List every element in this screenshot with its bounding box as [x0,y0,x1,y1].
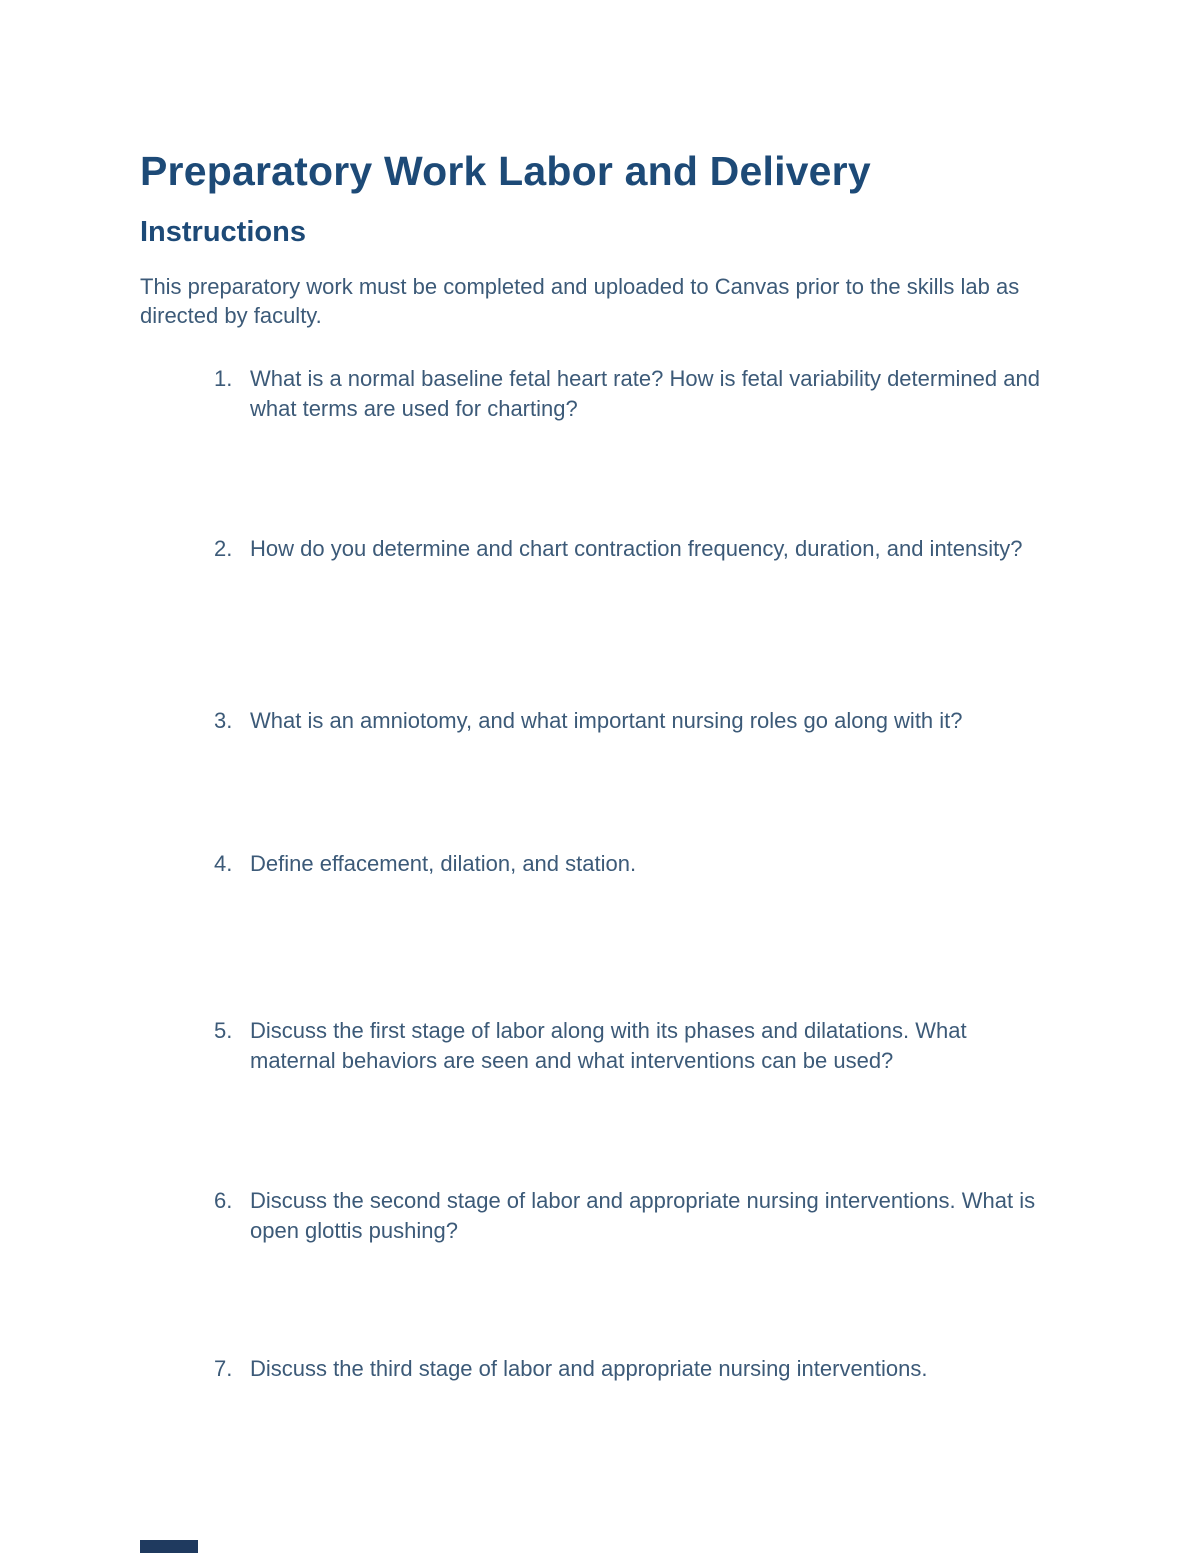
footer-accent-bar [140,1540,198,1553]
question-number: 2. [214,536,233,562]
question-text: Discuss the second stage of labor and appropriate nursing interventions. What is open glottis pushing? [250,1188,1036,1243]
question-item-5 [140,1016,1070,1186]
question-list [140,364,1070,1394]
intro-paragraph: This preparatory work must be completed and uploaded to Canvas prior to the skills lab as directed by faculty. [140,273,1020,329]
question-text: Discuss the first stage of labor along with its phases and dilatations. What maternal behaviors are seen and what interventions can be used? [250,1018,967,1073]
question-number: 1. [214,366,233,392]
question-item-3 [140,706,1070,849]
question-text: What is a normal baseline fetal heart rate? How is fetal variability determined and what terms are used for charting? [250,366,1040,421]
question-item-4 [140,849,1070,1016]
question-number: 3. [214,708,233,734]
question-number: 5. [214,1018,233,1044]
question-item-1 [140,364,1070,534]
question-text: Discuss the third stage of labor and appropriate nursing interventions. [250,1356,928,1382]
question-text: How do you determine and chart contraction frequency, duration, and intensity? [250,536,1023,562]
section-heading-instructions: Instructions [140,216,306,249]
question-item-7 [140,1354,1070,1394]
page-title: Preparatory Work Labor and Delivery [140,148,871,194]
question-item-2 [140,534,1070,706]
question-text: What is an amniotomy, and what important nursing roles go along with it? [250,708,963,734]
question-text: Define effacement, dilation, and station. [250,851,637,877]
question-number: 6. [214,1188,233,1214]
question-number: 4. [214,851,233,877]
question-item-6 [140,1186,1070,1354]
question-number: 7. [214,1356,233,1382]
